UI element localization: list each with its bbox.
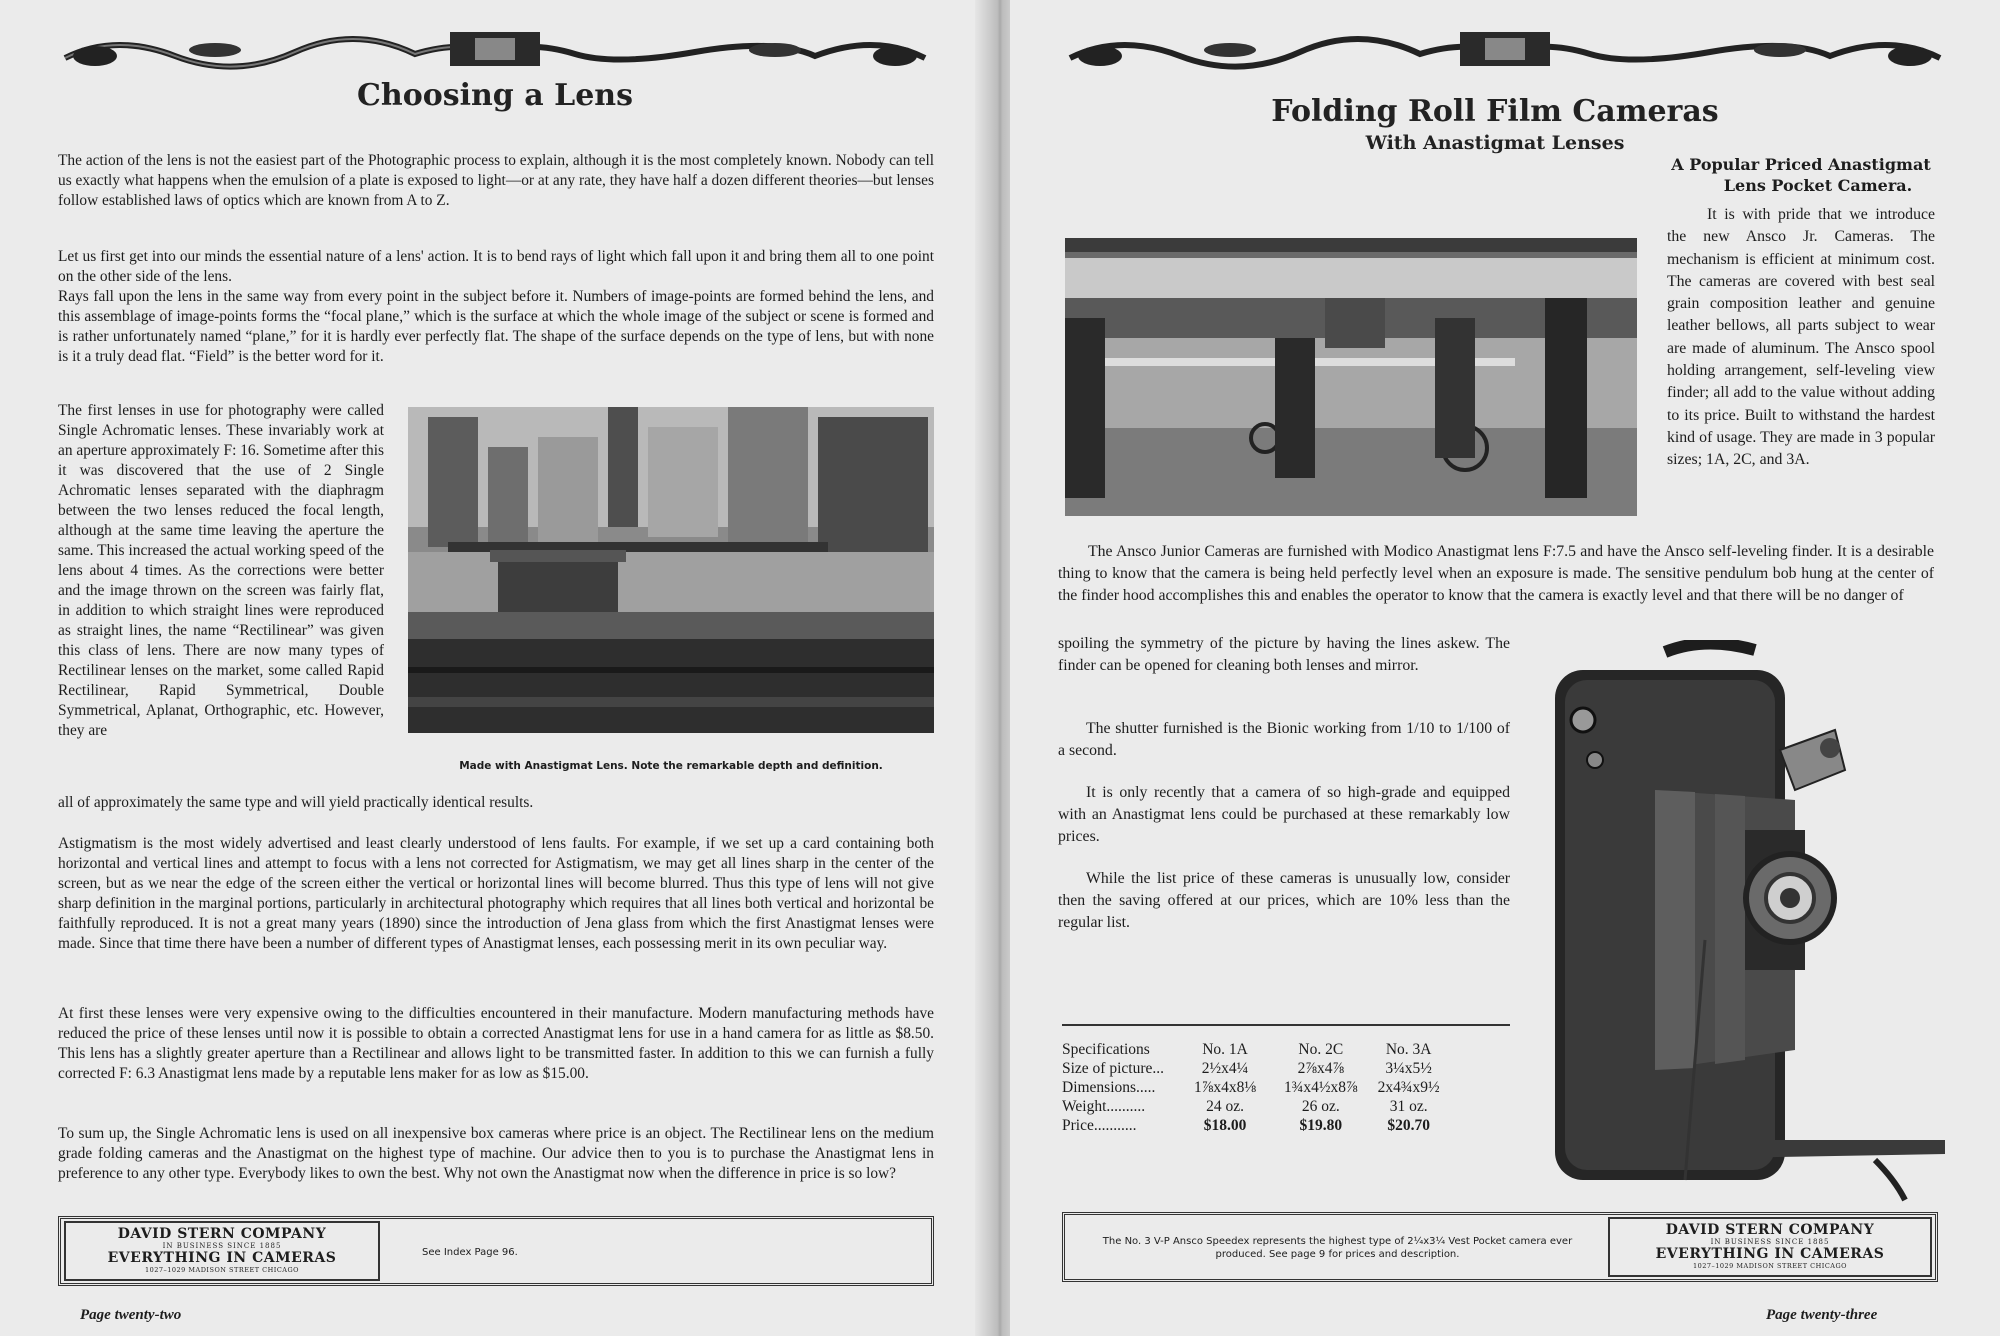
- spec-header-2c: No. 2C: [1298, 1041, 1344, 1058]
- company-logo: [66, 1226, 378, 1274]
- company-since: IN BUSINESS SINCE 1885: [162, 1242, 282, 1250]
- right-page-title: Folding Roll Film Cameras: [1271, 94, 1719, 129]
- spec-row-dimensions: [1058, 1078, 1444, 1097]
- spec-row-price: [1058, 1116, 1444, 1135]
- spec-price-3a: $20.70: [1387, 1117, 1430, 1134]
- right-company-logo: [1610, 1222, 1930, 1270]
- side-heading: [1660, 154, 1942, 196]
- spec-cell: 1¾x4½x8⅞: [1284, 1079, 1358, 1096]
- spec-cell: 26 oz.: [1301, 1098, 1340, 1115]
- spec-cell: 1⅞x4x8⅛: [1194, 1079, 1257, 1096]
- footer-note: See Index Page 96.: [422, 1247, 518, 1258]
- spec-cell: 2½x4¼: [1201, 1060, 1249, 1077]
- paragraph-finder: spoiling the symmetry of the picture by having the lines askew. The finder can be opened for cleaning both lenses and mirror.: [1058, 635, 1510, 674]
- spec-cell: Price...........: [1062, 1117, 1137, 1134]
- paragraph-lens-action: The action of the lens is not the easiest part of the Photographic process to explain, although it is the most completely known. Nobody can tell us exactly what happens when the emulsion of a plate is exposed to light—or at any rate, they have half a dozen different theories—but lenses follow established laws of optics which are known from A to Z.: [58, 152, 934, 209]
- paragraph-summary: To sum up, the Single Achromatic lens is used on all inexpensive box cameras where price is an object. The Rectilinear lens on the medium grade folding cameras and the Anastigmat on the highest type of machine. Our advice then to you is to purchase the Anastigmat lens in preference to any other type. Everybody likes to own the best. Why not own the Anastigmat now when the difference in price is so low?: [58, 1125, 934, 1182]
- speedex-note: The No. 3 V-P Ansco Speedex represents the highest type of 2¼x3¼ Vest Pocket camera ever produced. See page 9 for prices and description.: [1102, 1236, 1573, 1260]
- header-ornament: [55, 28, 935, 76]
- spec-cell: 3¼x5½: [1385, 1060, 1432, 1077]
- spec-price-1a: $18.00: [1203, 1117, 1247, 1134]
- side-heading-line-2: Lens Pocket Camera.: [1723, 176, 1913, 195]
- spec-header-1a: No. 1A: [1202, 1041, 1248, 1058]
- paragraph-manufacturing: At first these lenses were very expensive owing to the difficulties encountered in their manufacture. Modern manufacturing methods have reduced the price of these lenses until now it is possible to obtain a corrected Anastigmat lens for use in a hand camera for as little as $8.50. This lens has a slightly greater aperture than a Rectilinear and allows light to be transmitted faster. In addition to this we can furnish a fully corrected F: 6.3 Anastigmat lens made by a reputable lens maker for as low as $15.00.: [58, 1005, 934, 1082]
- spec-price-2c: $19.80: [1299, 1117, 1343, 1134]
- right-page-number: Page twenty-three: [1766, 1307, 1878, 1323]
- spec-cell: 2x4¾x9½: [1377, 1079, 1440, 1096]
- paragraph-recent: It is only recently that a camera of so high-grade and equipped with an Anastigmat lens could be purchased at these remarkably low prices.: [1058, 784, 1510, 845]
- photo-caption: Made with Anastigmat Lens. Note the remarkable depth and definition.: [459, 760, 883, 772]
- spec-table-top-rule: [1062, 1024, 1510, 1026]
- airplane-photo: [1065, 238, 1637, 516]
- company-name: DAVID STERN COMPANY: [1665, 1222, 1875, 1238]
- folding-camera-illustration: [1545, 640, 1965, 1204]
- right-page-subtitle: With Anastigmat Lenses: [1365, 132, 1625, 154]
- spec-row-size: [1058, 1059, 1444, 1078]
- spec-header-3a: No. 3A: [1385, 1041, 1432, 1058]
- paragraph-first-lenses: The first lenses in use for photography were called Single Achromatic lenses. These invariably work at an aperture approximately F: 16. Sometime after this it was discovered that the use of 2 Single Achromatic lenses separated with the diaphragm between the two lenses reduced the focal length, although at the same time leaving the aperture the same. This increased the actual working speed of the lens about 4 times. As the corrections were better and the image thrown on the screen was fairly flat, in addition to which straight lines were reproduced as straight lines, the name “Rectilinear” was given this class of lens. There are now many types of Rectilinear lenses on the market, some called Rapid Rectilinear, Rapid Symmetrical, Double Symmetrical, Aplanat, Orthographic, etc. However, they are: [58, 402, 384, 739]
- paragraph-astigmatism: Astigmatism is the most widely advertised and least clearly understood of lens faults. For example, if we set up a card containing both horizontal and vertical lines and attempt to focus with a lens not corrected for Astigmatism, we may get all lines sharp in the center of the screen, but as we near the edge of the screen either the vertical or horizontal lines will become blurred. Thus this type of lens will not give sharp definition in the marginal portions, particularly in architectural photography which requires that all lines both vertical and horizontal be faithfully reproduced. It is not a great many years (1890) since the introduction of Jena glass from which the first Anastigmat lenses were made. Since that time there have been a number of different types of Anastigmat lenses, each possessing merit in its own peculiar way.: [58, 835, 934, 952]
- company-address: 1027–1029 MADISON STREET CHICAGO: [1692, 1262, 1848, 1270]
- company-name: DAVID STERN COMPANY: [117, 1226, 327, 1242]
- company-address: 1027–1029 MADISON STREET CHICAGO: [144, 1266, 300, 1274]
- spec-cell: 24 oz.: [1206, 1098, 1244, 1115]
- spec-cell: Size of picture...: [1062, 1060, 1165, 1077]
- company-slogan: EVERYTHING IN CAMERAS: [1655, 1246, 1885, 1262]
- company-slogan: EVERYTHING IN CAMERAS: [107, 1250, 337, 1266]
- company-since: IN BUSINESS SINCE 1885: [1710, 1238, 1830, 1246]
- page-title: Choosing a Lens: [357, 78, 633, 113]
- paragraph-lens-nature: Let us first get into our minds the essential nature of a lens' action. It is to bend rays of light which fall upon it and bring them all to one point on the other side of the lens.: [58, 248, 934, 285]
- spec-cell: 2⅞x4⅞: [1297, 1060, 1345, 1077]
- specifications-table: [1058, 1040, 1444, 1135]
- spec-header-row: [1058, 1040, 1444, 1059]
- side-description: It is with pride that we introduce the new Ansco Jr. Cameras. The mechanism is efficient at minimum cost. The cameras are covered with best seal grain composition leather and genuine leather bellows, all parts subject to wear are made of aluminum. The Ansco spool holding arrangement, self-leveling view finder; all add to the value without adding to its price. Built to withstand the hardest kind of usage. They are made in 3 popular sizes; 1A, 2C, and 3A.: [1667, 206, 1935, 469]
- paragraph-rectilinear-end: all of approximately the same type and will yield practically identical results.: [58, 794, 534, 811]
- paragraph-ansco-junior: The Ansco Junior Cameras are furnished with Modico Anastigmat lens F:7.5 and have the Ansco self-leveling finder. It is a desirable thing to know that the camera is being held perfectly level when an exposure is made. The sensitive pendulum bob hung at the center of the finder hood accomplishes this and enables the operator to know that the camera is exactly level and that there will be no danger of: [1058, 543, 1934, 604]
- spec-row-weight: [1058, 1097, 1444, 1116]
- left-page: [0, 0, 990, 1336]
- spec-cell: Weight..........: [1062, 1098, 1146, 1115]
- paragraph-list-price: While the list price of these cameras is unusually low, consider then the saving offered at our prices, which are 10% less than the regular list.: [1058, 870, 1510, 931]
- spec-cell: 31 oz.: [1389, 1098, 1428, 1115]
- river-city-photo: [408, 407, 934, 733]
- spec-cell: Dimensions.....: [1062, 1079, 1156, 1096]
- spec-header-label: Specifications: [1062, 1041, 1150, 1058]
- page-number: Page twenty-two: [80, 1307, 182, 1323]
- paragraph-shutter: The shutter furnished is the Bionic working from 1/10 to 1/100 of a second.: [1058, 720, 1510, 759]
- paragraph-image-points: Rays fall upon the lens in the same way from every point in the subject before it. Numbers of image-points are formed behind the lens, and this assemblage of image-points forms the “focal plane,” which is the surface at which the whole image of the subject or scene is formed and is rather unfortunately named “plane,” for it is hardly ever perfectly flat. The shape of the surface depends on the type of lens, but with none is it a truly dead flat. “Field” is the better word for it.: [58, 288, 934, 365]
- header-ornament-right: [1060, 28, 1950, 76]
- side-heading-line-1: A Popular Priced Anastigmat: [1671, 155, 1931, 174]
